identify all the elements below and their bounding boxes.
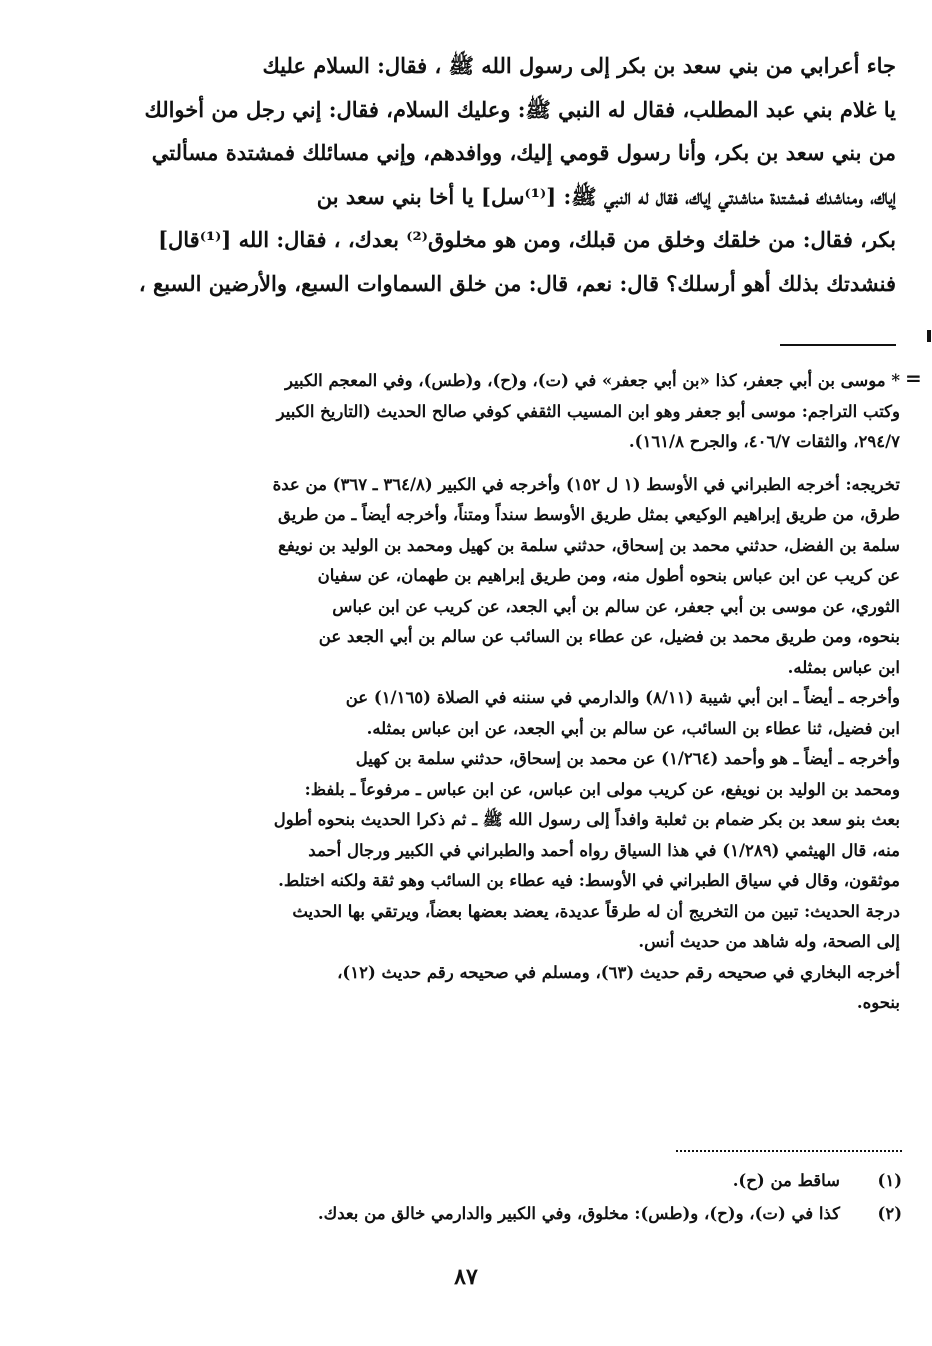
main-text-line: فنشدتك بذلك أهو أرسلك؟ قال: نعم، قال: من خلق السماوات السبع، والأرضين السبع ، [138, 270, 896, 296]
note-spacer [80, 458, 900, 470]
note-line: ٢٩٤/٧، والثقات ٤٠٦/٧، والجرح ١٦١/٨). [628, 432, 900, 451]
note-line: ومحمد بن الوليد بن نويفع، عن كريب مولى ابن عباس، عن ابن عباس ـ مرفوعاً ـ بلفظ: [304, 779, 900, 799]
margin-equals-sign: = [905, 366, 922, 390]
note-line: عن كريب عن ابن عباس بنحوه أطول منه، ومن طريق إبراهيم بن طهمان، عن سفيان [317, 566, 900, 585]
main-text-line: من بني سعد بن بكر، وأنا رسول قومي إليك، ووافدهم، وإني مسائلك فمشتدة مسألتي [151, 140, 896, 165]
note-line: إلى الصحة، وله شاهد من حديث أنس. [638, 932, 900, 951]
note-line: وكتب التراجم: موسى أبو جعفر وهو ابن المسيب الثقفي كوفي صالح الحديث (التاريخ الكبير [276, 401, 900, 421]
footnote-text: ساقط من (ح). [732, 1171, 840, 1190]
footnotes [200, 1164, 902, 1230]
note-line: وأخرجه ـ أيضاً ـ هو وأحمد (١/٢٦٤) عن محمد بن إسحاق، حدثني سلمة بن كهيل [355, 749, 900, 768]
main-text-line: بكر، فقال: من خلقك وخلق من قبلك، ومن هو مخلوق⁽²⁾ بعدك، ، فقال: الله [⁽¹⁾قال] [158, 227, 896, 252]
note-line: درجة الحديث: تبين من التخريج أن له طرقاً عديدة، يعضد بعضها بعضاً، ويرتقي بها الحديث [292, 901, 900, 921]
footnote-item [200, 1197, 902, 1230]
margin-mark [927, 330, 931, 342]
takhrij-notes [80, 366, 900, 1019]
note-line: أخرجه البخاري في صحيحه رقم حديث (٦٣)، ومسلم في صحيحه رقم حديث (١٢)، [337, 962, 900, 982]
note-line: منه، قال الهيثمي (١/٢٨٩) في هذا السياق رواه أحمد والطبراني في الكبير ورجال أحمد [308, 840, 900, 860]
main-hadith-text [84, 44, 896, 305]
note-line: الثوري، عن موسى بن أبي جعفر، عن سالم بن أبي الجعد، عن كريب عن ابن عباس [332, 596, 900, 616]
main-text-line: إياك، ومناشدك فمشتدة مناشدتي إياك، فقال له النبي ﷺ: [⁽¹⁾سل] يا أخا بني سعد بن [316, 183, 896, 209]
note-line: بعث بنو سعد بن بكر ضمام بن ثعلبة وافداً إلى رسول الله ﷺ ـ ثم ذكرا الحديث بنحوه أطول [273, 810, 900, 829]
note-line: تخريجه: أخرجه الطبراني في الأوسط (١ ل ١٥٢) وأخرجه في الكبير (٣٦٤/٨ ـ ٣٦٧) من عدة [272, 474, 900, 494]
main-text-line: جاء أعرابي من بني سعد بن بكر إلى رسول الله ﷺ ، فقال: السلام عليك [262, 53, 896, 78]
note-line: ابن عباس بمثله. [787, 657, 900, 677]
footnote-dotted-rule [676, 1150, 902, 1152]
note-line: وأخرجه ـ أيضاً ـ ابن أبي شيبة (٨/١١) والدارمي في سننه في الصلاة (١/١٦٥) عن [345, 688, 900, 707]
note-line: * موسى بن أبي جعفر، كذا «بن أبي جعفر» في (ت)، و(ح)، و(طس)، وفي المعجم الكبير [284, 371, 900, 390]
note-line: بنحوه، ومن طريق محمد بن فضيل، عن عطاء بن السائب عن سالم بن أبي الجعد عن [318, 627, 900, 646]
note-line: سلمة بن الفضل، حدثني محمد بن إسحاق، حدثني سلمة بن كهيل ومحمد بن الوليد بن نويفع [278, 535, 900, 555]
footnote-number: (١) [877, 1171, 902, 1190]
text-separator-rule [780, 344, 896, 346]
note-line: موثقون، وقال في سياق الطبراني في الأوسط: فيه عطاء بن السائب وهو ثقة ولكنه اختلط. [278, 871, 900, 890]
footnote-item [200, 1164, 902, 1197]
main-text-line: يا غلام بني عبد المطلب، فقال له النبي ﷺ: وعليك السلام، فقال: إني رجل من أخوالك [144, 96, 896, 122]
note-line: ابن فضيل، ثنا عطاء بن السائب، عن سالم بن أبي الجعد، عن ابن عباس بمثله. [366, 718, 900, 738]
note-line: طرق، من طريق إبراهيم الوكيعي بمثل طريق الأوسط سنداً ومتناً، وأخرجه أيضاً ـ من طريق [277, 505, 900, 524]
page-number: ٨٧ [454, 1264, 478, 1290]
note-line: بنحوه. [856, 993, 900, 1012]
footnote-number: (٢) [877, 1204, 902, 1223]
footnote-text: كذا في (ت)، و(ح)، و(طس): مخلوق، وفي الكبير والدارمي خالق من بعدك. [317, 1204, 840, 1223]
